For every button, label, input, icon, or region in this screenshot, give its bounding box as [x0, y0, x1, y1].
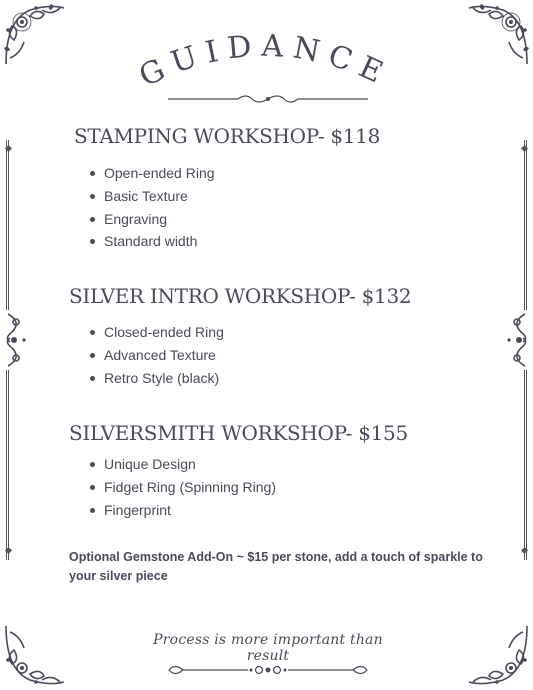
list-item: Basic Texture: [88, 185, 215, 208]
silversmith-item-list: [88, 453, 276, 521]
stamping-item-list: [88, 162, 215, 253]
svg-text:GUIDANCE: [134, 29, 396, 95]
list-item: Advanced Texture: [88, 344, 224, 367]
corner-ornament-icon: [463, 0, 533, 70]
scroll-ornament-icon: [0, 310, 30, 370]
list-item: Retro Style (black): [88, 367, 224, 390]
corner-ornament-icon: [463, 620, 533, 690]
title-text: GUIDANCE: [133, 28, 397, 95]
list-item: Standard width: [88, 230, 215, 253]
corner-ornament-icon: [0, 620, 70, 690]
page-title: [130, 28, 400, 98]
scroll-ornament-icon: [503, 310, 533, 370]
flourish-divider-icon: [168, 92, 368, 106]
corner-ornament-icon: [0, 0, 70, 70]
gemstone-addon-note: Optional Gemstone Add-On ~ $15 per stone, add a touch of sparkle to your silver piece: [69, 550, 483, 583]
silver-intro-item-list: [88, 321, 224, 389]
section-title-stamping: STAMPING WORKSHOP- $118: [74, 124, 381, 148]
section-title-silver-intro: SILVER INTRO WORKSHOP- $132: [69, 284, 412, 308]
list-item: Engraving: [88, 208, 215, 231]
list-item: Unique Design: [88, 453, 276, 476]
list-item: Fingerprint: [88, 499, 276, 522]
flourish-divider-icon: [163, 662, 373, 678]
list-item: Open-ended Ring: [88, 162, 215, 185]
list-item: Closed-ended Ring: [88, 321, 224, 344]
section-title-silversmith: SILVERSMITH WORKSHOP- $155: [69, 421, 408, 445]
footer-quote: Process is more important than result: [153, 632, 383, 664]
list-item: Fidget Ring (Spinning Ring): [88, 476, 276, 499]
